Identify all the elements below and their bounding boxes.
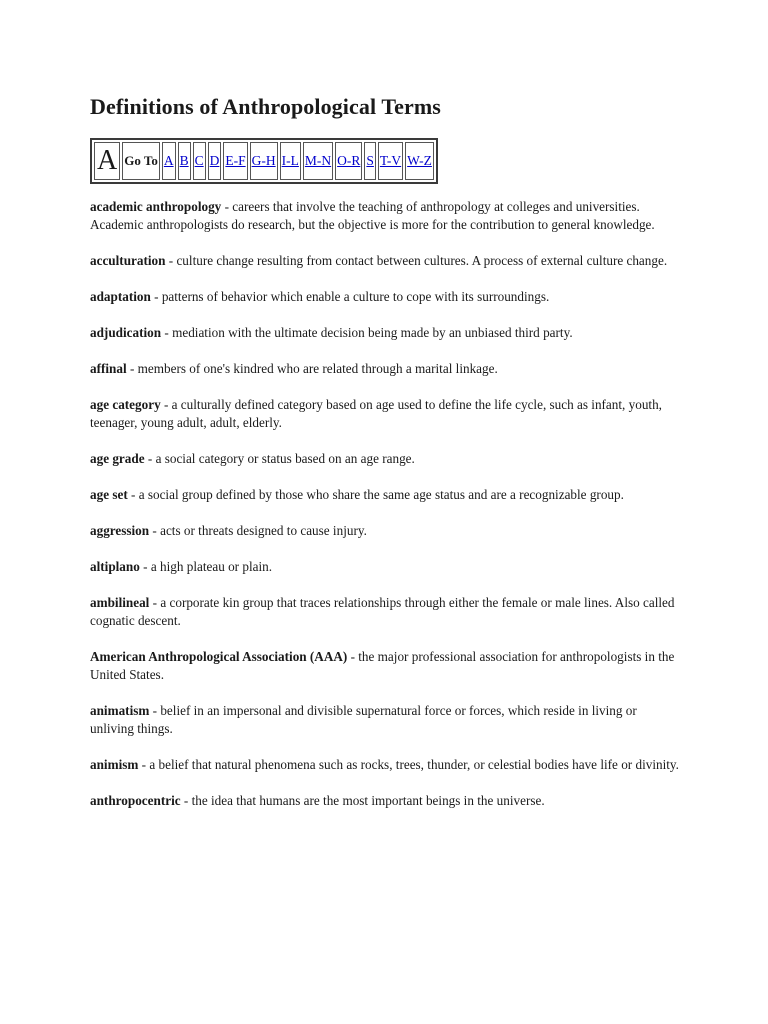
- definition: - belief in an impersonal and divisible supernatural force or forces, which reside in living or unliving things.: [90, 703, 637, 736]
- nav-link-t-v[interactable]: T-V: [379, 153, 402, 168]
- nav-link-s[interactable]: S: [366, 153, 374, 168]
- nav-cell-t-v: [378, 142, 403, 180]
- definition: - culture change resulting from contact between cultures. A process of external culture change.: [165, 253, 668, 268]
- term: adaptation: [90, 289, 151, 304]
- letter-navigation-row: [94, 142, 434, 180]
- current-letter: A: [94, 142, 120, 180]
- definition-entry: [90, 252, 682, 270]
- term: anthropocentric: [90, 793, 181, 808]
- definition-entry: [90, 486, 682, 504]
- nav-link-a[interactable]: A: [163, 153, 174, 168]
- definition-entry: [90, 198, 682, 234]
- definition: - the idea that humans are the most important beings in the universe.: [180, 793, 545, 808]
- definition-entry: [90, 288, 682, 306]
- definition-entry: [90, 522, 682, 540]
- nav-link-o-r[interactable]: O-R: [337, 153, 361, 168]
- definition-list: [90, 198, 682, 810]
- definition-entry: [90, 594, 682, 630]
- definition: - a corporate kin group that traces relationships through either the female or male lines. Also called cognatic descent.: [90, 595, 675, 628]
- term: age grade: [90, 451, 145, 466]
- nav-cell-e-f: [223, 142, 247, 180]
- nav-link-c[interactable]: C: [194, 153, 204, 168]
- definition: - members of one's kindred who are related through a marital linkage.: [126, 361, 498, 376]
- nav-link-d[interactable]: D: [209, 153, 220, 168]
- nav-cell-o-r: [335, 142, 362, 180]
- definition-entry: [90, 558, 682, 576]
- term: animism: [90, 757, 139, 772]
- nav-link-e-f[interactable]: E-F: [225, 153, 246, 168]
- nav-link-i-l[interactable]: I-L: [281, 153, 299, 168]
- nav-link-g-h[interactable]: G-H: [251, 153, 276, 168]
- definition-entry: [90, 396, 682, 432]
- definition-entry: [90, 324, 682, 342]
- definition: - acts or threats designed to cause injury.: [149, 523, 367, 538]
- definition: - a social group defined by those who share the same age status and are a recognizable group.: [127, 487, 624, 502]
- nav-link-b[interactable]: B: [179, 153, 189, 168]
- definition: - a culturally defined category based on age used to define the life cycle, such as infant, youth, teenager, young adult, adult, elderly.: [90, 397, 662, 430]
- definition: - mediation with the ultimate decision being made by an unbiased third party.: [161, 325, 573, 340]
- definition-entry: [90, 702, 682, 738]
- term: American Anthropological Association (AAA): [90, 649, 348, 664]
- definition-entry: [90, 360, 682, 378]
- nav-cell-w-z: [405, 142, 434, 180]
- nav-cell-a: [162, 142, 176, 180]
- nav-cell-c: [193, 142, 206, 180]
- definition: - a high plateau or plain.: [139, 559, 273, 574]
- term: age set: [90, 487, 128, 502]
- definition: - the major professional association for anthropologists in the United States.: [90, 649, 675, 682]
- nav-link-m-n[interactable]: M-N: [304, 153, 332, 168]
- term: adjudication: [90, 325, 162, 340]
- page-title: Definitions of Anthropological Terms: [90, 94, 441, 119]
- term: acculturation: [90, 253, 166, 268]
- definition: - patterns of behavior which enable a culture to cope with its surroundings.: [150, 289, 550, 304]
- definition-entry: [90, 792, 682, 810]
- letter-navigation: [90, 138, 438, 184]
- term: affinal: [90, 361, 127, 376]
- nav-cell-s: [364, 142, 376, 180]
- goto-label: Go To: [122, 142, 160, 180]
- definition: - a social category or status based on an age range.: [144, 451, 415, 466]
- nav-link-w-z[interactable]: W-Z: [407, 153, 432, 168]
- term: age category: [90, 397, 161, 412]
- nav-cell-i-l: [280, 142, 301, 180]
- definition-entry: [90, 450, 682, 468]
- term: aggression: [90, 523, 150, 538]
- definition-entry: [90, 648, 682, 684]
- term: animatism: [90, 703, 150, 718]
- definition: - a belief that natural phenomena such as rocks, trees, thunder, or celestial bodies have life or divinity.: [138, 757, 679, 772]
- term: altiplano: [90, 559, 140, 574]
- definition-entry: [90, 756, 682, 774]
- term: ambilineal: [90, 595, 150, 610]
- nav-cell-g-h: [250, 142, 278, 180]
- nav-cell-d: [208, 142, 222, 180]
- term: academic anthropology: [90, 199, 222, 214]
- nav-cell-b: [178, 142, 191, 180]
- definition: - careers that involve the teaching of anthropology at colleges and universities. Academic anthropologists do research, but the objective is more for the contribution to general knowledge.: [90, 199, 655, 232]
- nav-cell-m-n: [303, 142, 333, 180]
